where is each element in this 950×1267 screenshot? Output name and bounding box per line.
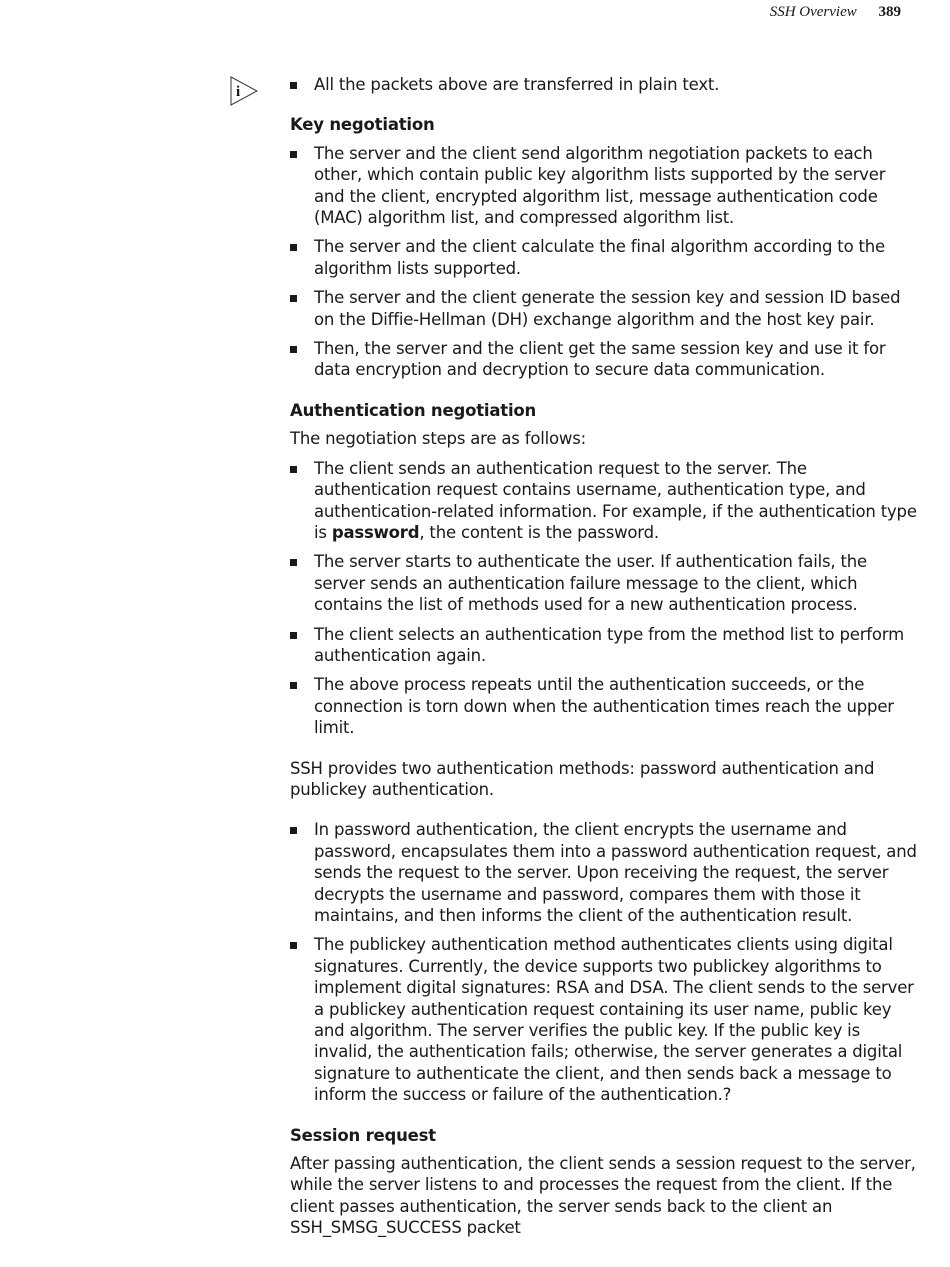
list-item: The server and the client calculate the final algorithm according to the algorithm lists supported.	[290, 236, 920, 279]
password-keyword: password	[331, 522, 420, 542]
list-item: In password authentication, the client encrypts the username and password, encapsulates them into a password authentication request, and sends the request to the server. Upon receiving the request, the server decrypts the username and password, compares them with those it maintains, and then informs the client of the authentication result.	[290, 819, 920, 926]
list-item: Then, the server and the client get the same session key and use it for data encryption and decryption to secure data communication.	[290, 338, 920, 381]
running-header	[770, 4, 901, 21]
info-note-icon	[229, 75, 259, 107]
list-item: The client selects an authentication type from the method list to perform authentication again.	[290, 624, 920, 667]
key-negotiation-heading: Key negotiation	[290, 115, 435, 135]
list-item: The server and the client send algorithm negotiation packets to each other, which contain public key algorithm lists supported by the server and the client, encrypted algorithm list, message authentication code (MAC) algorithm list, and compressed algorithm list.	[290, 143, 920, 229]
note-text: All the packets above are transferred in plain text.	[290, 74, 920, 95]
page-number: 389	[878, 4, 901, 20]
header-section-title: SSH Overview	[769, 4, 857, 20]
svg-text:i: i	[236, 84, 241, 100]
session-request-text: After passing authentication, the client sends a session request to the server, while the server listens to and processes the request from the client. If the client passes authentication, the server sends back to the client an SSH_SMSG_SUCCESS packet	[290, 1154, 916, 1238]
session-request-heading: Session request	[290, 1125, 436, 1145]
list-item: The server starts to authenticate the user. If authentication fails, the server sends an authentication failure message to the client, which contains the list of methods used for a new authentication process.	[290, 551, 920, 615]
page-body	[290, 72, 920, 1239]
list-item-text: The client sends an authentication request to the server. The authentication request contains username, authentication type, and authentication-related information. For example, if the authentication type is	[314, 458, 917, 542]
list-item: The above process repeats until the authentication succeeds, or the connection is torn down when the authentication times reach the upper limit.	[290, 674, 920, 738]
auth-methods-intro: SSH provides two authentication methods: password authentication and publickey authentication.	[290, 758, 875, 799]
negotiation-steps-intro: The negotiation steps are as follows:	[290, 429, 586, 449]
list-item-text: , the content is the password.	[419, 522, 659, 542]
list-item: The server and the client generate the session key and session ID based on the Diffie-Hellman (DH) exchange algorithm and the host key pair.	[290, 287, 920, 330]
list-item	[290, 458, 920, 544]
authentication-negotiation-heading: Authentication negotiation	[290, 400, 537, 420]
list-item: The publickey authentication method authenticates clients using digital signatures. Currently, the device supports two publickey algorithms to implement digital signatures: RSA and DSA. The client sends to the server a publickey authentication request containing its user name, public key and algorithm. The server verifies the public key. If the public key is invalid, the authentication fails; otherwise, the server generates a digital signature to authenticate the client, and then sends back a message to inform the success or failure of the authentication.?	[290, 934, 920, 1105]
